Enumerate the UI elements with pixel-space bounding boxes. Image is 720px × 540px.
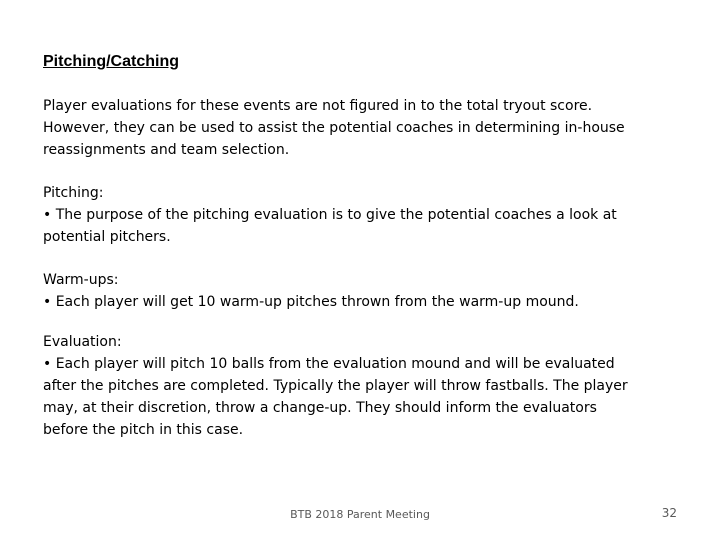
section-warm-ups [43, 269, 643, 313]
section-heading: Evaluation: [43, 334, 122, 350]
section-bullet: • Each player will pitch 10 balls from the evaluation mound and will be evaluated after the pitches are completed. Typically the player will throw fastballs. The player may, at their discretion, throw a change-up. They should inform the evaluators before the pitch in this case. [43, 356, 628, 438]
section-bullet: • The purpose of the pitching evaluation is to give the potential coaches a look at potential pitchers. [43, 207, 617, 245]
slide-footer: BTB 2018 Parent Meeting [290, 508, 430, 521]
section-evaluation [43, 331, 643, 441]
page-number: 32 [661, 506, 677, 520]
section-heading: Warm-ups: [43, 272, 119, 288]
section-bullet: • Each player will get 10 warm-up pitches thrown from the warm-up mound. [43, 294, 579, 310]
section-pitching [43, 182, 643, 248]
slide-title: Pitching/Catching [43, 53, 179, 70]
intro-paragraph [43, 95, 643, 161]
section-heading: Pitching: [43, 185, 104, 201]
intro-text: Player evaluations for these events are not figured in to the total tryout score. However, they can be used to assist the potential coaches in determining in-house reassignments and team selection. [43, 98, 625, 158]
